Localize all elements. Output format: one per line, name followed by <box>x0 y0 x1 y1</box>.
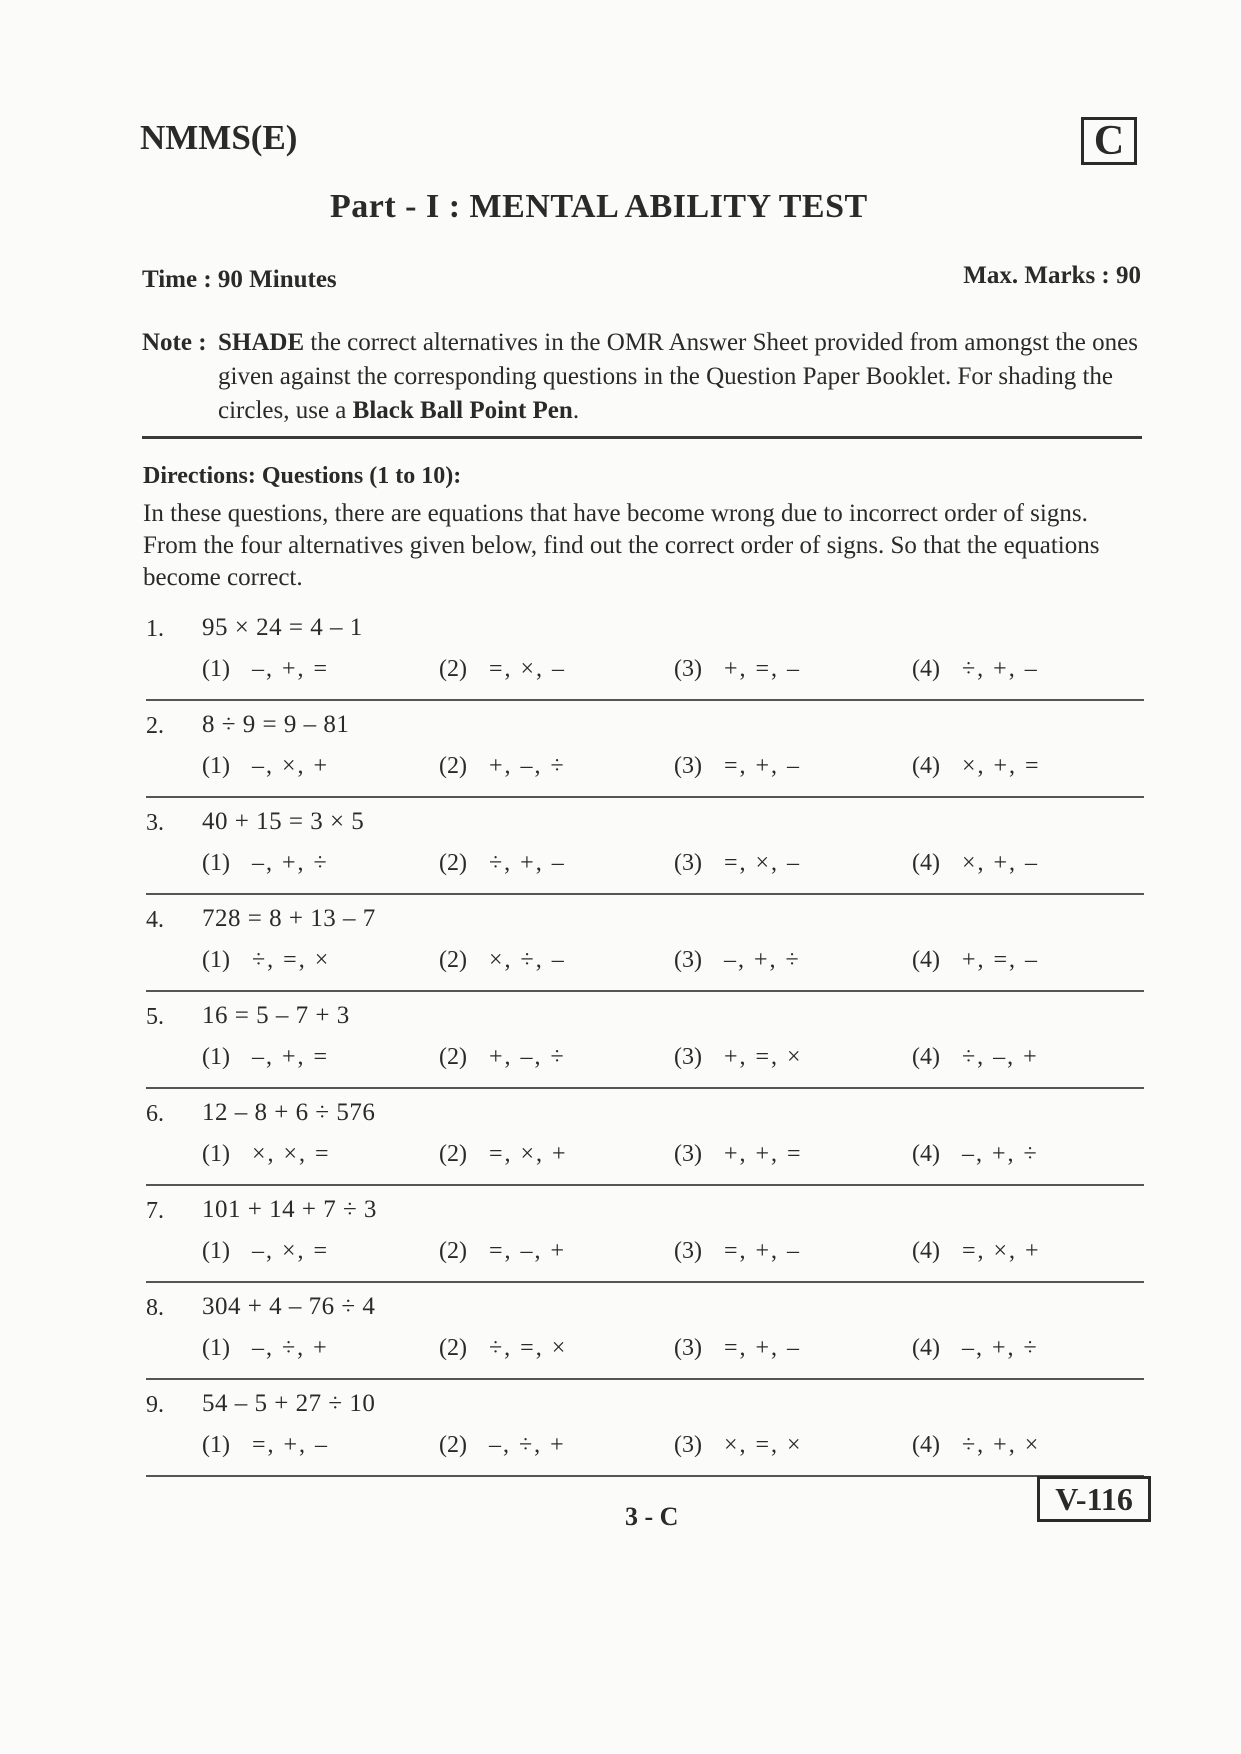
option-number: (3) <box>674 656 702 682</box>
option-signs: =, ×, – <box>488 656 567 682</box>
answer-option-3 <box>674 1044 803 1071</box>
answer-option-3 <box>674 1432 803 1459</box>
question-divider <box>146 1087 1144 1089</box>
question-equation: 8 ÷ 9 = 9 – 81 <box>202 711 350 738</box>
option-signs: –, ×, = <box>251 1238 330 1264</box>
option-number: (4) <box>912 1432 940 1458</box>
answer-option-2 <box>439 1044 566 1071</box>
question-number: 9. <box>146 1392 164 1418</box>
option-number: (1) <box>202 753 230 779</box>
answer-option-1 <box>202 1238 329 1265</box>
option-signs: ×, ×, = <box>251 1141 331 1167</box>
question-divider <box>146 990 1144 992</box>
option-signs: +, +, = <box>723 1141 803 1167</box>
option-number: (4) <box>912 1044 940 1070</box>
option-number: (2) <box>439 850 467 876</box>
answer-option-4 <box>912 1141 1039 1168</box>
option-signs: =, ×, + <box>961 1238 1041 1264</box>
option-number: (1) <box>202 1238 230 1264</box>
note-shade-word: SHADE <box>218 329 305 356</box>
option-signs: –, +, = <box>251 656 330 682</box>
answer-option-3 <box>674 656 801 683</box>
question-equation: 728 = 8 + 13 – 7 <box>202 905 376 932</box>
answer-option-3 <box>674 1238 801 1265</box>
option-number: (1) <box>202 1432 230 1458</box>
question-equation: 54 – 5 + 27 ÷ 10 <box>202 1390 376 1417</box>
question-equation: 16 = 5 – 7 + 3 <box>202 1002 350 1029</box>
option-number: (4) <box>912 1335 940 1361</box>
directions-text: In these questions, there are equations that have become wrong due to incorrect order of signs. From the four alternatives given below, find out the correct order of signs. So that the equations become correct. <box>143 500 1100 591</box>
note-text <box>218 326 1144 428</box>
question-divider <box>146 1475 1144 1477</box>
option-signs: –, +, ÷ <box>961 1141 1039 1167</box>
answer-option-4 <box>912 850 1039 877</box>
question-divider <box>146 796 1144 798</box>
question-item <box>142 1289 1146 1386</box>
answer-option-4 <box>912 753 1041 780</box>
answer-option-4 <box>912 1238 1041 1265</box>
option-signs: =, +, – <box>723 1335 802 1361</box>
option-signs: ×, +, = <box>961 753 1041 779</box>
option-signs: ÷, –, + <box>961 1044 1039 1070</box>
option-number: (1) <box>202 947 230 973</box>
note-block <box>142 326 1144 428</box>
option-signs: +, –, ÷ <box>488 753 566 779</box>
answer-option-2 <box>439 1335 567 1362</box>
answer-option-1 <box>202 1432 329 1459</box>
exam-code: NMMS(E) <box>140 118 298 157</box>
option-number: (1) <box>202 656 230 682</box>
note-label: Note : <box>142 329 207 356</box>
option-number: (4) <box>912 947 940 973</box>
option-signs: ×, ÷, – <box>488 947 566 973</box>
question-number: 6. <box>146 1101 164 1127</box>
option-signs: ÷, +, × <box>961 1432 1041 1458</box>
note-text-1: the correct alternatives in the OMR Answer Sheet provided from amongst the ones given against the corresponding questions in the Question Paper Booklet. For shading the circles, use a <box>218 329 1138 424</box>
question-item <box>142 1095 1146 1192</box>
answer-option-2 <box>439 1238 566 1265</box>
question-number: 7. <box>146 1198 164 1224</box>
question-equation: 101 + 14 + 7 ÷ 3 <box>202 1196 377 1223</box>
option-signs: –, +, = <box>251 1044 330 1070</box>
answer-option-1 <box>202 1141 331 1168</box>
set-code-box: C <box>1081 117 1137 165</box>
option-signs: =, +, – <box>723 753 802 779</box>
question-list <box>142 610 1146 1483</box>
answer-option-3 <box>674 1141 803 1168</box>
part-title: Part - I : MENTAL ABILITY TEST <box>330 188 868 225</box>
option-number: (3) <box>674 1044 702 1070</box>
option-signs: +, –, ÷ <box>488 1044 566 1070</box>
note-text-2: . <box>572 397 580 424</box>
option-signs: =, +, – <box>251 1432 330 1458</box>
option-signs: ×, +, – <box>961 850 1040 876</box>
question-item <box>142 610 1146 707</box>
option-signs: +, =, – <box>723 656 802 682</box>
option-number: (2) <box>439 1141 467 1167</box>
option-signs: ÷, +, – <box>961 656 1039 682</box>
answer-option-1 <box>202 1335 329 1362</box>
option-number: (3) <box>674 753 702 779</box>
option-number: (3) <box>674 1335 702 1361</box>
directions-heading: Directions: Questions (1 to 10): <box>143 463 462 489</box>
answer-option-4 <box>912 1432 1040 1459</box>
option-number: (3) <box>674 850 702 876</box>
answer-option-1 <box>202 656 329 683</box>
answer-option-3 <box>674 947 801 974</box>
option-number: (3) <box>674 1238 702 1264</box>
option-number: (4) <box>912 1238 940 1264</box>
question-equation: 95 × 24 = 4 – 1 <box>202 614 363 641</box>
option-signs: –, ÷, + <box>251 1335 329 1361</box>
answer-option-4 <box>912 1335 1039 1362</box>
option-signs: –, ÷, + <box>488 1432 566 1458</box>
option-signs: –, +, ÷ <box>251 850 329 876</box>
option-signs: =, ×, – <box>723 850 802 876</box>
option-signs: ×, =, × <box>723 1432 803 1458</box>
option-number: (2) <box>439 1238 467 1264</box>
question-divider <box>146 893 1144 895</box>
note-pen: Black Ball Point Pen <box>352 397 573 424</box>
question-item <box>142 707 1146 804</box>
option-number: (4) <box>912 850 940 876</box>
answer-option-2 <box>439 1432 566 1459</box>
question-number: 8. <box>146 1295 164 1321</box>
option-number: (1) <box>202 1335 230 1361</box>
option-signs: +, =, × <box>723 1044 803 1070</box>
option-signs: =, –, + <box>488 1238 567 1264</box>
option-number: (2) <box>439 656 467 682</box>
question-item <box>142 1192 1146 1289</box>
option-number: (4) <box>912 1141 940 1167</box>
question-item <box>142 901 1146 998</box>
answer-option-2 <box>439 850 566 877</box>
question-number: 2. <box>146 713 164 739</box>
option-signs: ÷, =, × <box>488 1335 568 1361</box>
question-number: 5. <box>146 1004 164 1030</box>
option-signs: ÷, +, – <box>488 850 566 876</box>
option-signs: ÷, =, × <box>251 947 331 973</box>
question-divider <box>146 1378 1144 1380</box>
section-divider <box>142 436 1142 439</box>
answer-option-2 <box>439 947 566 974</box>
option-number: (2) <box>439 947 467 973</box>
question-equation: 304 + 4 – 76 ÷ 4 <box>202 1293 376 1320</box>
option-number: (1) <box>202 1141 230 1167</box>
option-number: (2) <box>439 753 467 779</box>
answer-option-1 <box>202 947 330 974</box>
question-divider <box>146 699 1144 701</box>
option-number: (4) <box>912 753 940 779</box>
answer-option-2 <box>439 753 566 780</box>
question-item <box>142 1386 1146 1483</box>
answer-option-4 <box>912 1044 1039 1071</box>
option-signs: =, ×, + <box>488 1141 568 1167</box>
option-signs: +, =, – <box>961 947 1040 973</box>
option-number: (2) <box>439 1432 467 1458</box>
option-signs: –, ×, + <box>251 753 330 779</box>
paper-code-box: V-116 <box>1037 1476 1151 1522</box>
option-number: (3) <box>674 1141 702 1167</box>
option-number: (3) <box>674 1432 702 1458</box>
option-number: (1) <box>202 850 230 876</box>
option-number: (4) <box>912 656 940 682</box>
answer-option-3 <box>674 1335 801 1362</box>
option-number: (1) <box>202 1044 230 1070</box>
question-number: 4. <box>146 907 164 933</box>
option-number: (2) <box>439 1335 467 1361</box>
answer-option-3 <box>674 850 801 877</box>
answer-option-1 <box>202 1044 329 1071</box>
option-signs: =, +, – <box>723 1238 802 1264</box>
answer-option-1 <box>202 753 329 780</box>
answer-option-4 <box>912 656 1039 683</box>
question-divider <box>146 1281 1144 1283</box>
option-number: (2) <box>439 1044 467 1070</box>
page-number: 3 - C <box>625 1502 679 1531</box>
answer-option-3 <box>674 753 801 780</box>
max-marks: Max. Marks : 90 <box>963 262 1141 289</box>
question-item <box>142 998 1146 1095</box>
option-signs: –, +, ÷ <box>723 947 801 973</box>
answer-option-2 <box>439 656 566 683</box>
option-signs: –, +, ÷ <box>961 1335 1039 1361</box>
question-item <box>142 804 1146 901</box>
answer-option-1 <box>202 850 329 877</box>
answer-option-2 <box>439 1141 568 1168</box>
question-equation: 40 + 15 = 3 × 5 <box>202 808 365 835</box>
time-limit: Time : 90 Minutes <box>142 266 337 293</box>
question-divider <box>146 1184 1144 1186</box>
question-number: 3. <box>146 810 164 836</box>
question-equation: 12 – 8 + 6 ÷ 576 <box>202 1099 376 1126</box>
question-number: 1. <box>146 616 164 642</box>
option-number: (3) <box>674 947 702 973</box>
answer-option-4 <box>912 947 1039 974</box>
